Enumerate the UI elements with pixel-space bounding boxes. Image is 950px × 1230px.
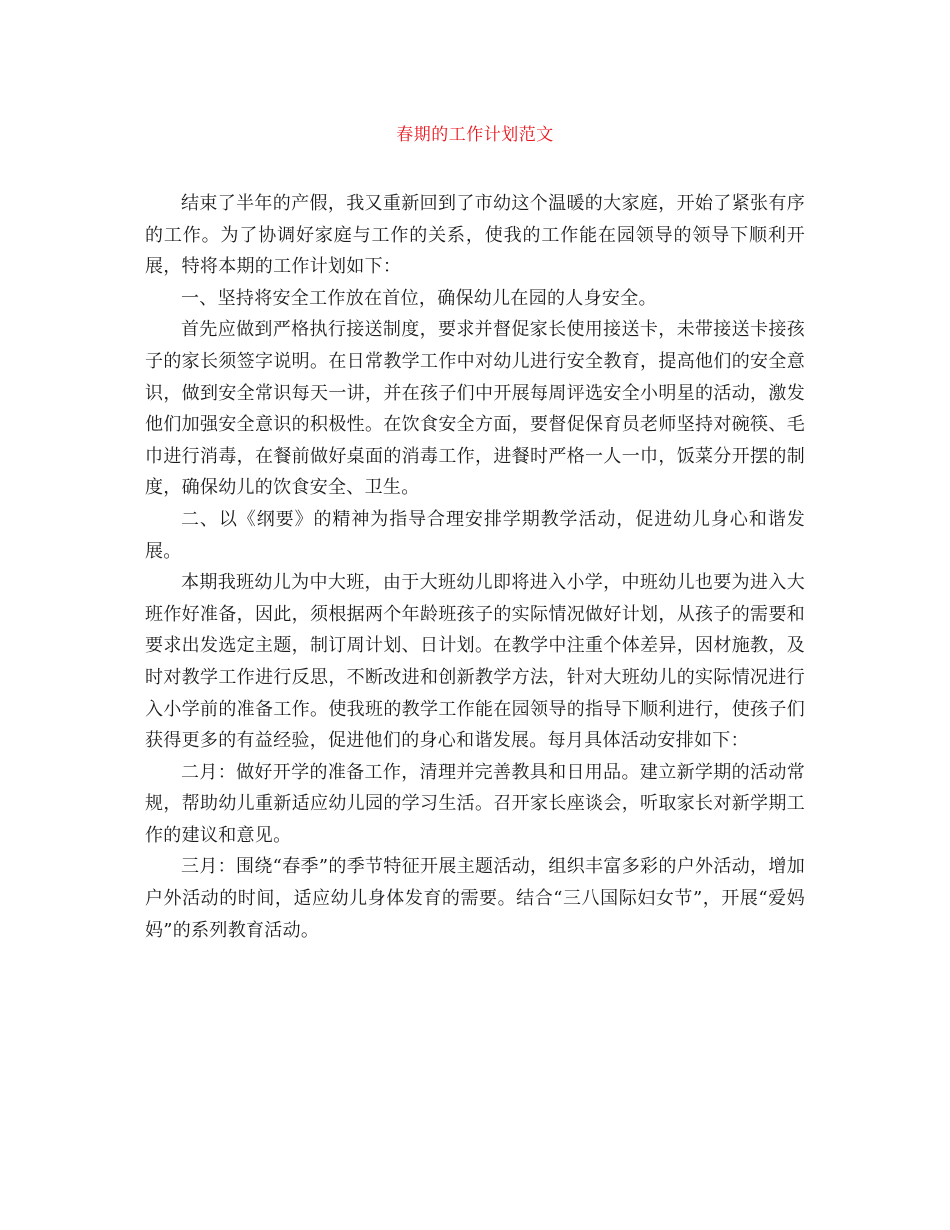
teaching-paragraph: 本期我班幼儿为中大班，由于大班幼儿即将进入小学，中班幼儿也要为进入大班作好准备，因此，须根据两个年龄班孩子的实际情况做好计划，从孩子的需要和要求出发选定主题，制订周计划、日计划。在教学中注重个体差异，因材施教，及时对教学工作进行反思，不断改进和创新教学方法，针对大班幼儿的实际情况进行入小学前的准备工作。使我班的教学工作能在园领导的指导下顺利进行，使孩子们获得更多的有益经验，促进他们的身心和谐发展。每月具体活动安排如下： [145, 572, 805, 752]
section-heading-safety: 一、坚持将安全工作放在首位，确保幼儿在园的人身安全。 [181, 287, 657, 309]
safety-paragraph: 首先应做到严格执行接送制度，要求并督促家长使用接送卡，未带接送卡接孩子的家长须签字说明。在日常教学工作中对幼儿进行安全教育，提高他们的安全意识，做到安全常识每天一讲，并在孩子们中开展每周评选安全小明星的活动，激发他们加强安全意识的积极性。在饮食安全方面，要督促保育员老师坚持对碗筷、毛巾进行消毒，在餐前做好桌面的消毒工作，进餐时严格一人一巾，饭菜分开摆的制度，确保幼儿的饮食安全、卫生。 [145, 319, 805, 499]
section-heading-teaching: 二、以《纲要》的精神为指导合理安排学期教学活动，促进幼儿身心和谐发展。 [145, 508, 805, 562]
february-plan-paragraph: 二月：做好开学的准备工作，清理并完善教具和日用品。建立新学期的活动常规，帮助幼儿重新适应幼儿园的学习生活。召开家长座谈会，听取家长对新学期工作的建议和意见。 [145, 761, 805, 846]
document-body [145, 188, 805, 946]
document-title: 春期的工作计划范文 [396, 125, 554, 145]
intro-paragraph: 结束了半年的产假，我又重新回到了市幼这个温暖的大家庭，开始了紧张有序的工作。为了协调好家庭与工作的关系，使我的工作能在园领导的领导下顺利开展，特将本期的工作计划如下： [145, 193, 805, 278]
march-plan-paragraph: 三月：围绕“春季”的季节特征开展主题活动，组织丰富多彩的户外活动，增加户外活动的时间，适应幼儿身体发育的需要。结合“三八国际妇女节”，开展“爱妈妈”的系列教育活动。 [145, 856, 805, 941]
